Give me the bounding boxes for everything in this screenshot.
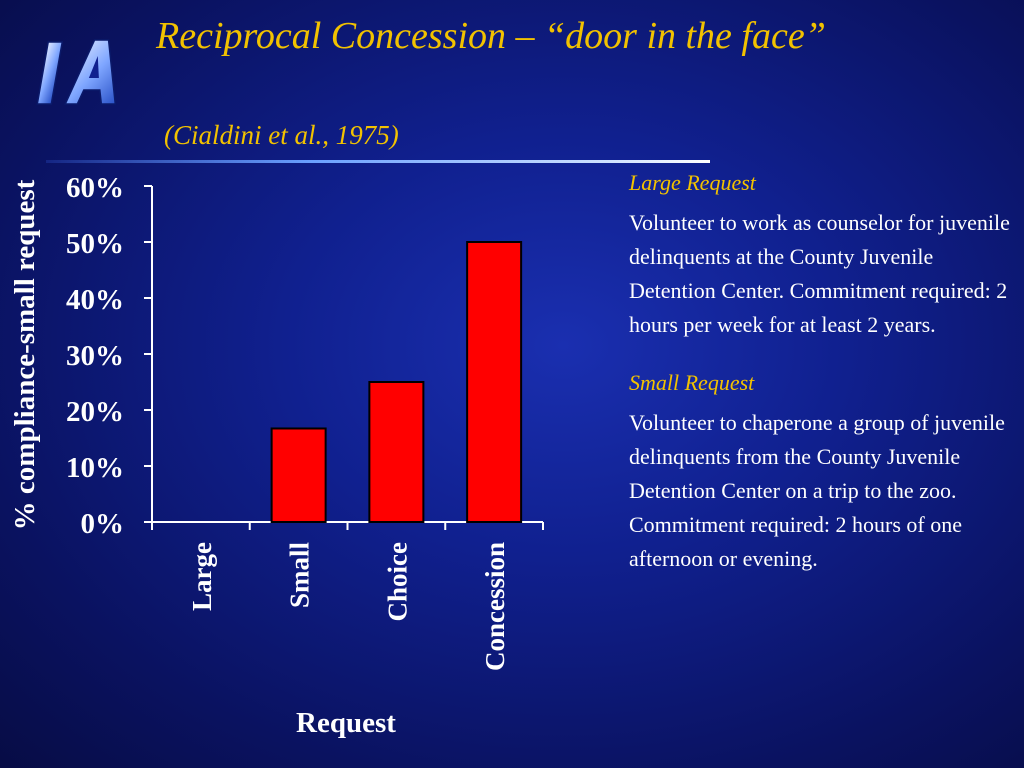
request-descriptions (629, 168, 1019, 576)
y-tick-label: 60% (66, 172, 124, 204)
y-tick-label: 40% (66, 284, 124, 316)
x-tick-label: Concession (480, 542, 511, 672)
bar-concession (467, 242, 521, 522)
y-tick-label: 0% (80, 508, 124, 540)
slide-citation: (Cialdini et al., 1975) (164, 120, 399, 150)
small-request-text: Volunteer to chaperone a group of juvenile delinquents from the County Juvenile Detention Center on a trip to the zoo. Commitment required: 2 hours of one afternoon or evening. (629, 410, 1005, 571)
x-tick-label: Large (186, 542, 217, 611)
y-axis-label: % compliance-small request (9, 179, 41, 531)
bar-choice (369, 382, 423, 522)
large-request-heading: Large Request (629, 170, 756, 195)
y-tick-label: 10% (66, 452, 124, 484)
y-tick-label: 50% (66, 228, 124, 260)
y-tick-label: 30% (66, 340, 124, 372)
ia-logo-icon (30, 32, 126, 112)
x-axis-label: Request (296, 707, 396, 739)
large-request-text: Volunteer to work as counselor for juvenile delinquents at the County Juvenile Detention Center. Commitment required: 2 hours per week for at least 2 years. (629, 210, 1010, 337)
slide-title: Reciprocal Concession – “door in the face” (156, 15, 826, 57)
y-tick-label: 20% (66, 396, 124, 428)
x-tick-label: Small (284, 542, 315, 609)
bar-chart (0, 150, 600, 760)
bar-small (272, 428, 326, 522)
small-request-heading: Small Request (629, 370, 755, 395)
x-tick-label: Choice (382, 542, 413, 622)
